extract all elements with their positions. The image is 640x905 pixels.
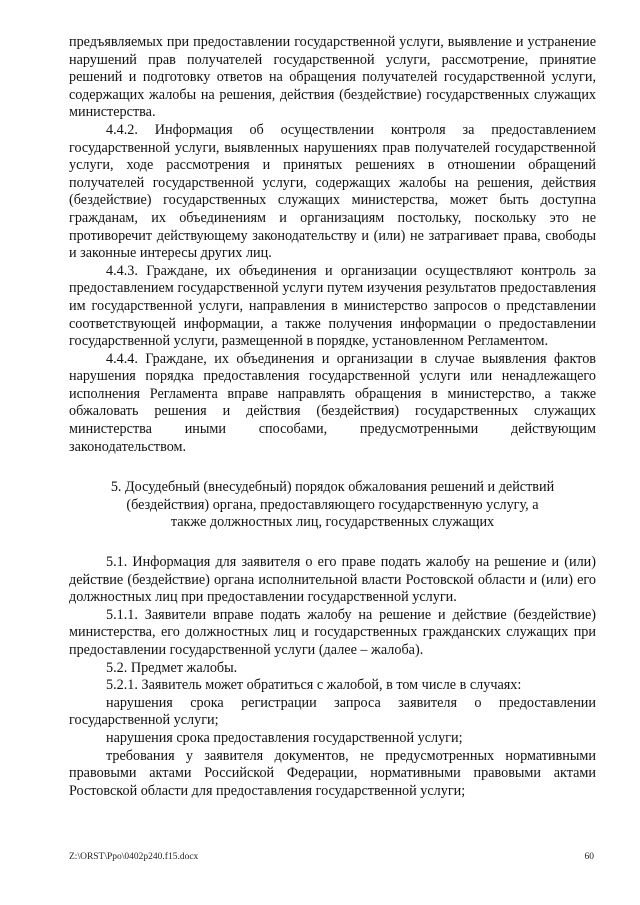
paragraph-4-4-4: 4.4.4. Граждане, их объединения и организации в случае выявления фактов нарушения порядка предоставления государственной услуги или ненадлежащего исполнения Регламента вправе направлять обращения в министерство, а также обжаловать решения и действия (бездействия) государственных служащих министерства иными способами, предусмотренными действующим законодательством. — [69, 350, 596, 455]
section-5-heading: 5. Досудебный (внесудебный) порядок обжалования решений и действий (бездействия) органа, предоставляющего государственную услугу, а также должностных лиц, государственных служащих — [110, 479, 555, 531]
page-number: 60 — [584, 852, 594, 862]
document-page — [69, 34, 596, 800]
paragraph-5-2: 5.2. Предмет жалобы. — [106, 659, 238, 676]
paragraph-4-4-2: 4.4.2. Информация об осуществлении контроля за предоставлением государственной услуги, выявленных нарушениях прав получателей государственной услуги, ходе рассмотрения и принятых решениях в отношении обращений получателей государственной услуги, содержащих жалобы на решения, действия (бездействие) государственных служащих министерства, может быть доступна гражданам, их объединениям и организациям постольку, поскольку это не противоречит действующему законодательству и (или) не затрагивает права, свободы и законные интересы других лиц. — [69, 121, 596, 262]
paragraph-continuation: предъявляемых при предоставлении государственной услуги, выявление и устранение нарушений прав получателей государственной услуги, рассмотрение, принятие решений и подготовку ответов на обращения получателей государственной услуги, содержащих жалобы на решения, действия (бездействие) государственных служащих министерства. — [69, 34, 596, 121]
list-item-service-deadline: нарушения срока предоставления государственной услуги; — [106, 729, 463, 746]
paragraph-4-4-3: 4.4.3. Граждане, их объединения и организации осуществляют контроль за предоставлением государственной услуги путем изучения результатов предоставления им государственной услуги, направления в министерство запросов о представлении соответствующей информации, а также получения информации о предоставлении государственной услуги, размещенной в порядке, установленном Регламентом. — [69, 262, 596, 350]
paragraph-5-1: 5.1. Информация для заявителя о его праве подать жалобу на решение и (или) действие (бездействие) органа исполнительной власти Ростовской области и (или) его должностных лиц при предоставлении государственной услуги. — [69, 554, 596, 606]
file-path: Z:\ORST\Ppo\0402p240.f15.docx — [69, 852, 199, 862]
paragraph-5-1-1: 5.1.1. Заявители вправе подать жалобу на решение и действие (бездействие) министерства, его должностных лиц и государственных гражданских служащих при предоставлении государственной услуги (далее – жалоба). — [69, 606, 596, 658]
paragraph-5-2-1: 5.2.1. Заявитель может обратиться с жалобой, в том числе в случаях: — [106, 677, 522, 694]
list-item-registration-deadline: нарушения срока регистрации запроса заявителя о предоставлении государственной услуги; — [69, 694, 596, 729]
list-item-extra-documents: требования у заявителя документов, не предусмотренных нормативными правовыми актами Российской Федерации, нормативными правовыми актами Ростовской области для предоставления государственной услуги; — [69, 747, 596, 799]
